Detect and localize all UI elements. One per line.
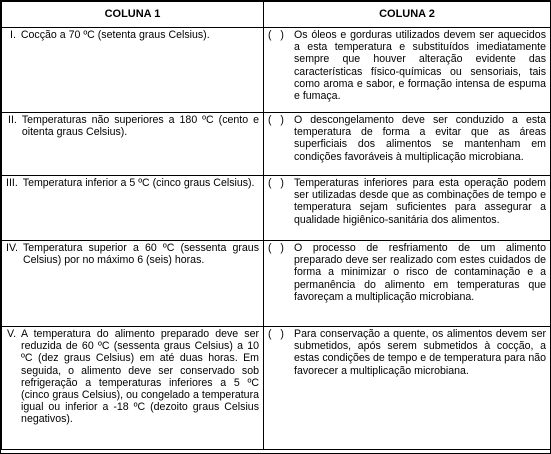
- column-1-cell: [2, 28, 264, 113]
- statement-text: Os óleos e gorduras utilizados devem ser aquecidos a esta temperatura e substituídos imediatamente sempre que houver alteração evidente das características físico-químicas ou sensoriais, tais como aroma e sabor, e formação intensa de espuma e fumaça.: [294, 29, 546, 103]
- header-row: [2, 2, 551, 28]
- item-text: Temperaturas não superiores a 180 ºC (cento e oitenta graus Celsius).: [21, 114, 259, 139]
- column-2-cell: [264, 176, 551, 241]
- answer-blank[interactable]: ( ): [268, 242, 284, 254]
- item-number: I.: [10, 29, 16, 41]
- item-text: Temperatura inferior a 5 ºC (cinco graus Celsius).: [22, 177, 255, 189]
- item-text: Cocção a 70 ºC (setenta graus Celsius).: [20, 29, 210, 41]
- item-number: II.: [8, 114, 17, 126]
- table-row: [2, 28, 551, 113]
- item-text: Temperatura superior a 60 ºC (sessenta graus Celsius) por no máximo 6 (seis) horas.: [22, 242, 259, 267]
- column-2-cell: [264, 241, 551, 327]
- column-2-cell: [264, 327, 551, 450]
- item-number: V.: [7, 328, 17, 340]
- column-2-header: COLUNA 2: [264, 2, 551, 28]
- table-row: [2, 176, 551, 241]
- item-text: A temperatura do alimento preparado deve ser reduzida de 60 ºC (sessenta graus Celsius) a 10 ºC (dez graus Celsius) em até duas horas. Em seguida, o alimento deve ser conservado sob refrigeração a temperaturas inferiores a 5 ºC (cinco graus Celsius), ou congelado a temperatura igual ou inferior a -18 ºC (dezoito graus Celsius negativos).: [21, 328, 259, 426]
- statement-text: Temperaturas inferiores para esta operação podem ser utilizadas desde que as combinações de tempo e temperatura sejam suficientes para assegurar a qualidade higiênico-sanitária dos alimentos.: [294, 177, 546, 226]
- matching-table: [1, 1, 551, 450]
- item-number: III.: [6, 177, 18, 189]
- answer-blank[interactable]: ( ): [268, 114, 284, 126]
- table-row: [2, 241, 551, 327]
- statement-text: O descongelamento deve ser conduzido a esta temperatura de forma a evitar que as áreas superficiais dos alimentos se mantenham em condições favoráveis à multiplicação microbiana.: [294, 114, 546, 163]
- statement-text: Para conservação a quente, os alimentos devem ser submetidos, após serem submetidos à cocção, a estas condições de tempo e de temperatura para não favorecer a multiplicação microbiana.: [294, 328, 546, 377]
- column-1-cell: [2, 327, 264, 450]
- answer-blank[interactable]: ( ): [268, 177, 284, 189]
- column-2-cell: [264, 28, 551, 113]
- column-1-cell: [2, 113, 264, 176]
- statement-text: O processo de resfriamento de um alimento preparado deve ser realizado com estes cuidados de forma a minimizar o risco de contaminação e a permanência do alimento em temperaturas que favoreçam a multiplicação microbiana.: [294, 242, 546, 303]
- table-row: [2, 113, 551, 176]
- answer-blank[interactable]: ( ): [268, 29, 284, 41]
- item-number: IV.: [6, 242, 18, 254]
- table-row: [2, 327, 551, 450]
- column-1-cell: [2, 176, 264, 241]
- column-1-header: COLUNA 1: [2, 2, 264, 28]
- column-1-cell: [2, 241, 264, 327]
- answer-blank[interactable]: ( ): [268, 328, 284, 340]
- column-2-cell: [264, 113, 551, 176]
